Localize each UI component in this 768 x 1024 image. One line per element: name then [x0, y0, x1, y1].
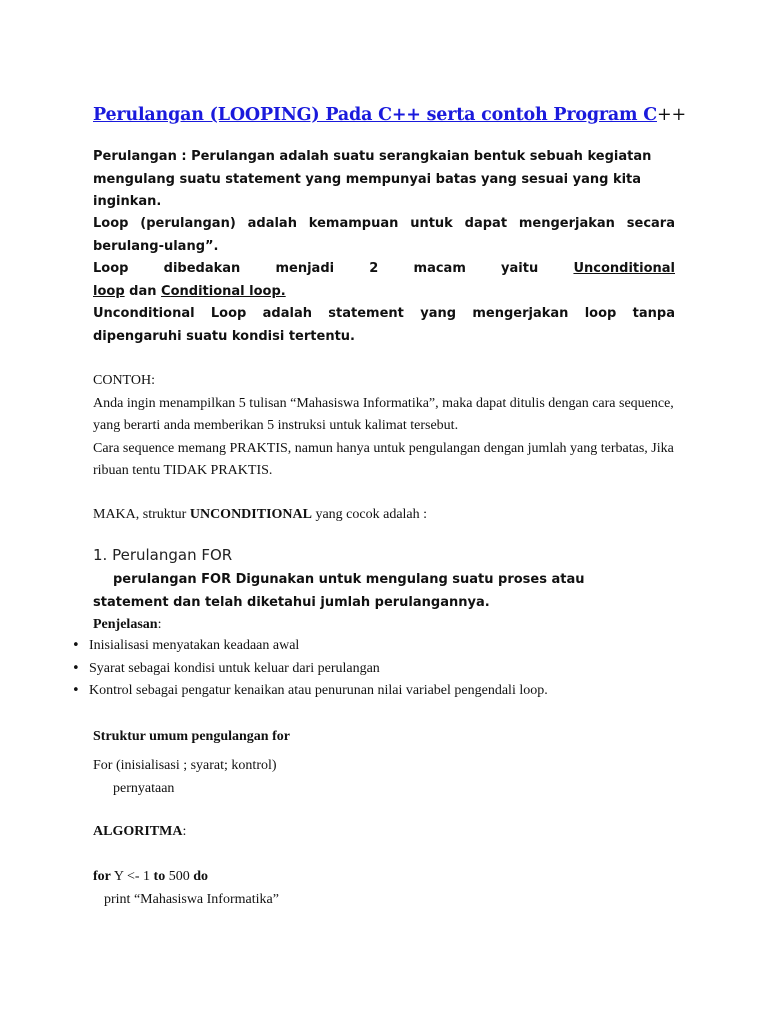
maka-suffix: yang cocok adalah :: [311, 507, 428, 522]
bullet-icon: •: [72, 660, 80, 676]
struktur-heading: [93, 726, 675, 749]
section-heading-for: 1. Perulangan FOR: [93, 546, 233, 564]
bullet-icon: •: [72, 683, 80, 698]
title-link[interactable]: Perulangan (LOOPING) Pada C++ serta contoh Program C: [93, 105, 657, 125]
penjelasan-text: Penjelasan: [93, 617, 158, 632]
contoh-label: CONTOH:: [93, 373, 155, 388]
and-text: dan: [129, 283, 157, 299]
maka-bold: UNCONDITIONAL: [189, 507, 312, 522]
unconditional-link[interactable]: Unconditional: [573, 261, 675, 276]
syntax-block: [93, 755, 675, 800]
list-item: [70, 635, 548, 658]
syntax-line-1: For (inisialisasi ; syarat; kontrol): [93, 758, 277, 773]
penjelasan-label: [93, 614, 675, 637]
keyword-to: to: [153, 869, 166, 884]
title-tail: ++: [656, 105, 686, 125]
for-description-line-1: perulangan FOR Digunakan untuk mengulang suatu proses atau: [113, 572, 585, 587]
algo-num: 500: [165, 869, 194, 884]
intro-paragraph-2: [93, 213, 675, 258]
keyword-for: for: [93, 869, 111, 884]
contoh-paragraph-1: Anda ingin menampilkan 5 tulisan “Mahasiswa Informatika”, maka dapat ditulis dengan cara sequence, yang berarti anda memberikan 5 instruksi untuk kalimat tersebut.: [93, 395, 674, 433]
document-title: [93, 105, 686, 125]
bullet-icon: •: [72, 638, 80, 653]
algo-mid: Y <- 1: [110, 869, 154, 884]
penjelasan-colon: :: [157, 617, 162, 632]
list-item-text: Kontrol sebagai pengatur kenaikan atau penurunan nilai variabel pengendali loop.: [89, 683, 548, 698]
contoh-paragraph-2: Cara sequence memang PRAKTIS, namun hanya untuk pengulangan dengan jumlah yang terbatas, Jika ribuan tentu TIDAK PRAKTIS.: [93, 440, 674, 478]
algorithm-line-2: print “Mahasiswa Informatika”: [104, 891, 279, 907]
intro-text-1: Perulangan : Perulangan adalah suatu serangkaian bentuk sebuah kegiatan mengulang suatu statement yang mempunyai batas yang sesuai yang kita inginkan.: [93, 149, 652, 209]
list-item-text: Syarat sebagai kondisi untuk keluar dari perulangan: [89, 660, 380, 676]
struktur-heading-text: Struktur umum pengulangan for: [93, 729, 290, 744]
intro-text-2: Loop (perulangan) adalah kemampuan untuk dapat mengerjakan secara berulang-ulang”.: [93, 216, 675, 254]
syntax-line-2: pernyataan: [113, 780, 175, 796]
conditional-loop-link[interactable]: Conditional loop.: [161, 283, 286, 299]
list-item: [70, 658, 548, 681]
algorithm-block: [93, 866, 675, 911]
for-description: [93, 569, 675, 614]
keyword-do: do: [193, 869, 208, 884]
list-item-text: Inisialisasi menyatakan keadaan awal: [89, 638, 300, 653]
algoritma-colon: :: [182, 824, 187, 839]
loop-types-text: Loop dibedakan menjadi 2 macam yaitu: [93, 261, 539, 276]
intro-paragraph-4: [93, 303, 675, 348]
contoh-section: [93, 370, 675, 483]
algorithm-line-1: [93, 866, 675, 889]
algoritma-text: ALGORITMA: [93, 824, 183, 839]
maka-prefix: MAKA, struktur: [93, 507, 190, 522]
loop-link[interactable]: loop: [93, 283, 125, 299]
intro-paragraph-3: [93, 258, 675, 303]
maka-line: [93, 504, 675, 527]
penjelasan-list: [70, 635, 548, 703]
for-description-line-2: statement dan telah diketahui jumlah perulangannya.: [93, 594, 490, 610]
intro-paragraph-3-line-2: [93, 281, 675, 304]
algoritma-label: [93, 821, 675, 844]
list-item: [70, 680, 548, 703]
intro-paragraph-1: [93, 146, 675, 214]
intro-paragraph-3-line-1: [93, 258, 675, 281]
intro-text-4: Unconditional Loop adalah statement yang mengerjakan loop tanpa dipengaruhi suatu kondisi tertentu.: [93, 306, 675, 344]
